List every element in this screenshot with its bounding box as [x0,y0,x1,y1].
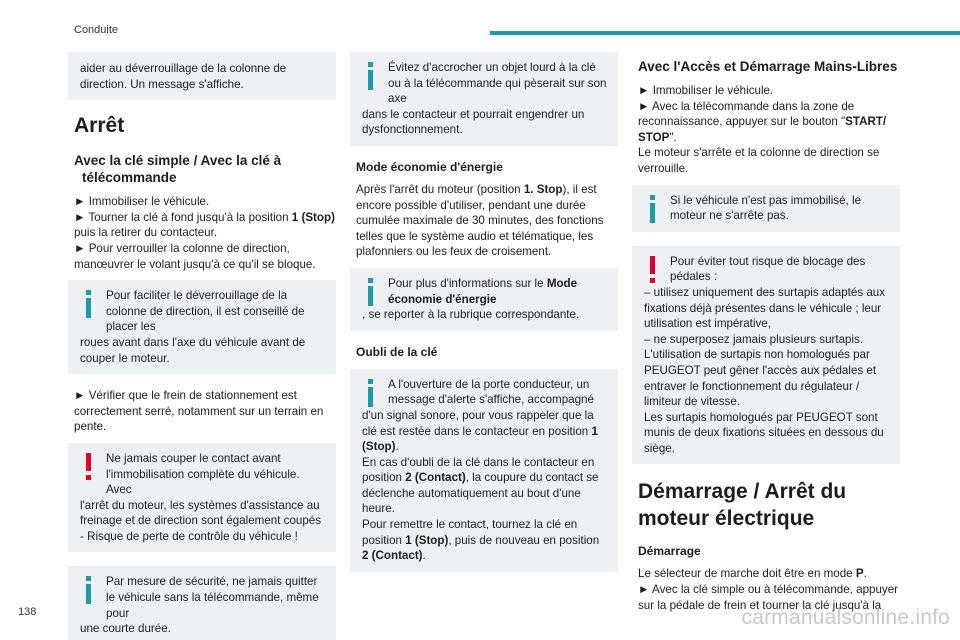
info-note-oubli-lead: A l'ouverture de la porte conducteur, un message d'alerte s'affiche, accompagné [388,377,594,407]
demarrage-selecteur: Le sélecteur de marche doit être en mode [638,567,856,581]
step-verrouiller: ► Pour verrouiller la colonne de direction, manœuvrer le volant jusqu'à ce qu'il se bloque. [74,241,316,271]
demarrage-selecteur-end: . [863,567,867,581]
oubli-p3-mid: , puis de nouveau en position [448,533,600,547]
subheading-cle [74,152,336,186]
step-tourner-bold: 1 (Stop) [291,210,335,224]
eco-paragraph [356,182,618,260]
eco-text-bold: 1. Stop [523,182,563,196]
info-note-economie-rest: , se reporter à la rubrique correspondante. [362,308,580,322]
info-note-colonne [68,280,336,374]
info-note-objet-lourd-rest: dans le contacteur et pourrait engendrer un dysfonctionnement. [362,107,585,137]
acces-step-bouton: ► Avec la télécommande dans la zone de reconnaissance, appuyer sur le bouton " [638,99,855,129]
info-note-objet-lourd [350,52,618,146]
warning-note-contact-rest: l'arrêt du moteur, les systèmes d'assistance au freinage et de direction sont également coupés - Risque de perte de contrôle du véhicule ! [80,498,322,543]
heading-oubli-cle: Oubli de la clé [356,344,438,359]
info-note-objet-lourd-lead: Évitez d'accrocher un objet lourd à la clé ou à la télécommande qui pèserait sur son axe [388,61,607,106]
step-frein: ► Vérifier que le frein de stationnement est correctement serré, notamment sur un terrain en pente. [74,389,324,434]
info-icon [644,195,662,225]
warning-icon [644,256,662,286]
oubli-p2: En cas d'oubli de la clé dans le contacteur en position [362,455,595,485]
oubli-p1-bold: 1 (Stop) [362,424,598,454]
info-note-securite-lead: Par mesure de sécurité, ne jamais quitter le véhicule sans la télécommande, même pour [106,575,319,620]
info-icon [362,278,380,308]
oubli-p2-end: , la coupure du contact se déclenche automatiquement au bout d'une heure. [362,471,599,516]
continued-note-text: aider au déverrouillage de la colonne de direction. Un message s'affiche. [80,62,287,91]
info-icon [80,290,98,320]
oubli-p3-bold1: 1 (Stop) [405,533,449,547]
info-note-oubli: A l'ouverture de la porte conducteur, un message d'alerte s'affiche, accompagné d'un signal sonore, pour vous rappeler que la clé est restée dans le contacteur en position 1 (Stop). En cas d'oubli de la clé dans le contacteur en position 2 (Contact), la coupure du contact se déclenche automatiquement au bout d'une heure. Pour remettre le contact, tournez la clé en position 1 (Stop), puis de nouveau en position 2 (Contact). [350,369,618,572]
surtapis-line-4: Les surtapis homologués par PEUGEOT sont munis de deux fixations situées en dessous du siège. [644,410,884,455]
info-note-colonne-lead: Pour faciliter le déverrouillage de la colonne de direction, il est conseillé de placer les [106,289,305,334]
heading-demarrage-arret: Démarrage / Arrêt du moteur électrique [638,480,847,531]
step-immobiliser: ► Immobiliser le véhicule. [74,195,210,209]
oubli-p3-bold2: 2 (Contact) [362,549,423,563]
demarrage-step: ► Avec la clé simple ou à télécommande, appuyer sur la pédale de frein et tourner la clé jusqu'à la [638,583,899,612]
info-note-securite-rest: une courte durée. [80,622,171,636]
eco-text-end: ), il est encore possible d'utiliser, pendant une durée cumulée maximale de 30 minutes, des fonctions telles que le système audio et télématique, les plafonniers ou les feux de croisement. [356,182,604,259]
step-tourner: ► Tourner la clé à fond jusqu'à la position [74,210,292,224]
surtapis-line-2: – ne superposez jamais plusieurs surtapis. [644,332,864,346]
continued-note [68,52,336,100]
warning-note-contact [68,443,336,553]
section-title: Conduite [74,24,119,36]
heading-acces-mains-libres: Avec l'Accès et Démarrage Mains-Libres [638,59,898,74]
column-2 [350,52,618,586]
page-number: 138 [18,606,37,618]
steps-paragraph [74,194,336,272]
acces-step-immobiliser: ► Immobiliser le véhicule. [638,84,774,97]
warning-icon [80,453,98,483]
subheading-cle-line1: Avec la clé simple / Avec la clé à [74,153,282,169]
info-note-economie-bold: Mode économie d'énergie [388,276,578,306]
surtapis-line-3: L'utilisation de surtapis non homologués par PEUGEOT peut gêner l'accès aux pédales et entraver le fonctionnement du régulateur / limiteur de vitesse. [644,348,877,409]
oubli-p3: Pour remettre le contact, tournez la clé en position [362,518,578,547]
acces-step-bouton-bold: START/ STOP [638,115,887,144]
watermark: carmanualsonline.info [741,606,950,629]
acces-result: Le moteur s'arrête et la colonne de direction se verrouille. [638,146,880,175]
warning-note-surtapis [632,246,900,465]
column-1 [68,52,336,640]
eco-text-start: Après l'arrêt du moteur (position [356,182,524,196]
column-3 [632,52,900,621]
acces-paragraph [638,83,900,177]
info-note-securite [68,566,336,640]
acces-step-bouton-end: ". [669,130,677,144]
subheading-demarrage: Démarrage [638,544,701,559]
header-accent-bar [490,31,960,35]
info-note-economie-lead [362,276,608,307]
info-note-economie-pre: Pour plus d'informations sur le [388,276,547,290]
info-icon [362,62,380,92]
heading-arret: Arrêt [74,114,125,138]
oubli-p2-bold: 2 (Contact) [405,471,466,485]
info-icon [80,576,98,606]
warning-note-surtapis-lead: Pour éviter tout risque de blocage des pédales : [670,254,866,284]
info-note-immobilise-text: Si le véhicule n'est pas immobilisé, le moteur ne s'arrête pas. [670,193,862,223]
info-note-colonne-rest: roues avant dans l'axe du véhicule avant de couper le moteur. [80,335,306,365]
oubli-p1: d'un signal sonore, pour vous rappeler que la clé est restée dans le contacteur en position [362,408,594,438]
surtapis-line-1: – utilisez uniquement des surtapis adaptés aux fixations déjà présentes dans le véhicule ; leur utilisation est impérative, [644,285,886,331]
step-tourner-end: puis la retirer du contacteur. [74,226,218,240]
demarrage-selecteur-bold: P [855,567,864,581]
info-note-immobilise [632,185,900,232]
heading-mode-economie: Mode économie d'énergie [356,159,503,174]
warning-note-contact-lead: Ne jamais couper le contact avant l'immobilisation complète du véhicule. Avec [106,451,300,497]
info-note-economie [350,268,618,331]
subheading-cle-line2: télécommande [82,170,177,186]
info-icon [362,379,380,409]
